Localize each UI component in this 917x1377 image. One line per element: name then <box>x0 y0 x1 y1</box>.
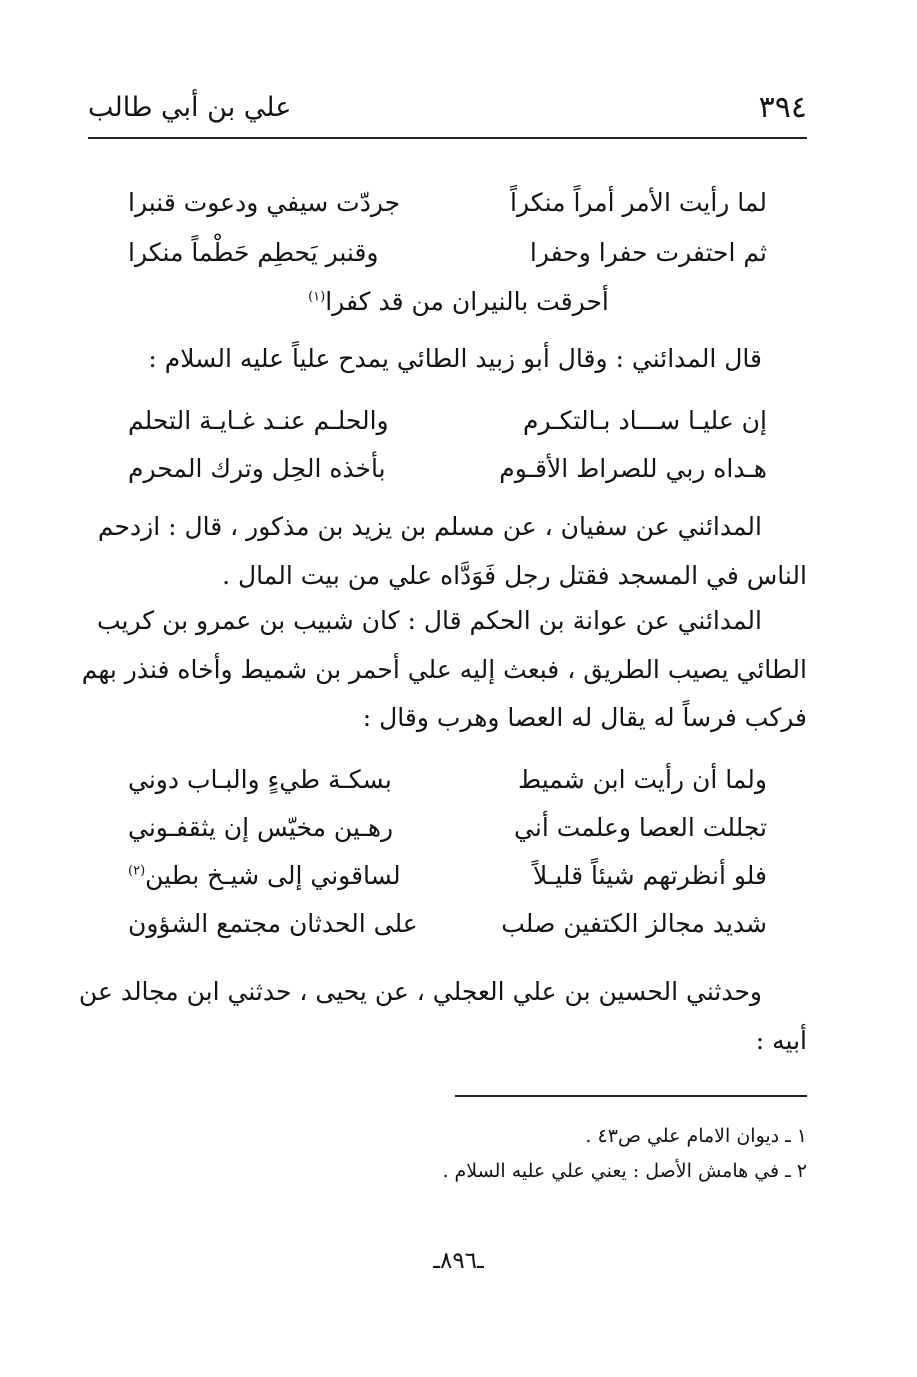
folio-number: ـ٨٩٦ـ <box>433 1248 484 1274</box>
para3-line3: فركب فرساً له يقال له العصا وهرب وقال : <box>362 703 807 732</box>
footnote-2: ٢ ـ في هامش الأصل : يعني علي عليه السلام . <box>442 1160 807 1182</box>
poem2-line1-second-hemistich: والحلـم عنـد غـايـة التحلم <box>128 406 389 435</box>
poem3-line1-first-hemistich: ولما أن رأيت ابن شميط <box>518 765 767 794</box>
poem3-line1-second-hemistich: بسكـة طيءٍ والبـاب دوني <box>128 765 392 794</box>
para3-line1: المدائني عن عوانة بن الحكم قال : كان شبيب بن عمرو بن كريب <box>96 606 762 635</box>
footnote-rule <box>455 1095 807 1097</box>
poem1-closing-line <box>0 287 917 316</box>
header-rule <box>88 137 807 139</box>
running-title: علي بن أبي طالب <box>88 92 292 123</box>
poem2-line2-second-hemistich: بأخذه الحِل وترك المحرم <box>128 454 386 483</box>
poem3-line4-second-hemistich: على الحدثان مجتمع الشؤون <box>128 909 418 938</box>
poem3-line2-first-hemistich: تجللت العصا وعلمت أني <box>514 813 767 842</box>
para4-line2: أبيه : <box>755 1026 807 1055</box>
para1-line: قال المدائني : وقال أبو زبيد الطائي يمدح علياً عليه السلام : <box>148 344 762 373</box>
footnote-marker-2: (٢) <box>128 863 146 879</box>
footnote-1: ١ ـ ديوان الامام علي ص٤٣ . <box>585 1125 807 1147</box>
poem3-line3-first-hemistich: فلو أنظرتهم شيئاً قليـلاً <box>533 861 767 890</box>
poem1-line2-second-hemistich: وقنبر يَحطِم حَطْماً منكرا <box>128 238 379 267</box>
poem3-line3-second-text: لساقوني إلى شيـخ بطين <box>145 861 401 890</box>
poem3-line2-second-hemistich: رهـين مخيّس إن يثقفـوني <box>128 813 394 842</box>
para2-line1: المدائني عن سفيان ، عن مسلم بن يزيد بن مذكور ، قال : ازدحم <box>97 512 762 541</box>
para2-line2: الناس في المسجد فقتل رجل فَوَدَّاه علي من بيت المال . <box>222 561 807 590</box>
poem1-line1-second-hemistich: جردّت سيفي ودعوت قنبرا <box>128 188 401 217</box>
footnote-marker-1: (١) <box>308 289 326 305</box>
para3-line2: الطائي يصيب الطريق ، فبعث إليه علي أحمر بن شميط وأخاه فنذر بهم <box>81 655 807 684</box>
poem1-closing-text: أحرقت بالنيران من قد كفرا <box>325 287 609 316</box>
poem2-line2-first-hemistich: هـداه ربي للصراط الأقـوم <box>499 454 767 483</box>
para4-line1: وحدثني الحسين بن علي العجلي ، عن يحيى ، حدثني ابن مجالد عن <box>78 977 762 1006</box>
poem1-line2-first-hemistich: ثم احتفرت حفرا وحفرا <box>529 238 767 267</box>
poem3-line4-first-hemistich: شديد مجالز الكتفين صلب <box>501 909 767 938</box>
page-number: ٣٩٤ <box>758 90 807 125</box>
poem1-line1-first-hemistich: لما رأيت الأمر أمراً منكراً <box>510 188 767 217</box>
page-header <box>88 84 807 134</box>
poem2-line1-first-hemistich: إن عليـا ســـاد بـالتكـرم <box>523 406 767 435</box>
poem3-line3-second-hemistich <box>128 861 401 890</box>
